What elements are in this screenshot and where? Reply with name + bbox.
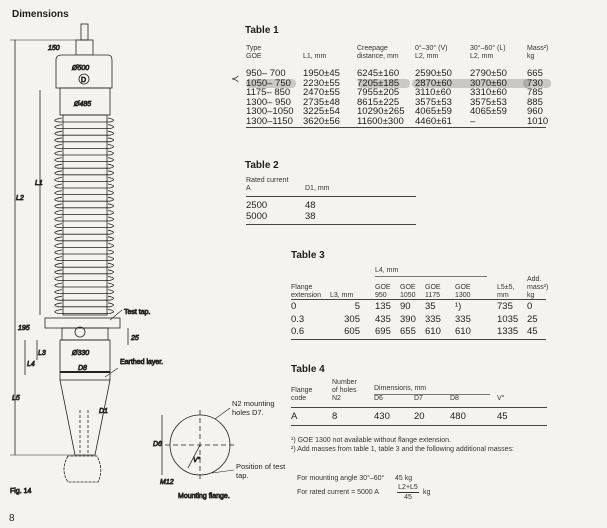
table1-title: Table 1 <box>245 25 279 36</box>
column-header: kg <box>527 292 535 299</box>
table-cell: 2590±50 <box>415 68 452 79</box>
table-cell: 3620±56 <box>303 116 340 127</box>
column-header: A <box>246 185 251 192</box>
column-header: Mass²) <box>527 45 549 52</box>
table-cell: 7955±205 <box>357 87 400 99</box>
dim-d6: D6 <box>153 441 162 448</box>
table-cell: 1175– 850 <box>246 87 291 99</box>
column-header: 1300 <box>455 292 471 299</box>
dim-195: 195 <box>18 325 30 332</box>
table-cell: 3575±53 <box>415 96 452 108</box>
column-header: Creepage <box>357 45 388 52</box>
column-header: Add. <box>527 276 542 283</box>
table-cell: 665 <box>527 68 543 79</box>
current-label: For rated current = 5000 A <box>297 489 379 496</box>
table-cell: 4460±61 <box>415 116 452 127</box>
table-cell: 0 <box>291 301 297 312</box>
table-cell: ¹) <box>455 301 462 312</box>
table-cell: 430 <box>374 411 390 422</box>
column-header: mass²) <box>527 284 549 291</box>
label-test-tap: Test tap. <box>124 309 151 316</box>
column-header: GOE <box>400 284 416 291</box>
column-header: distance, mm <box>357 53 399 60</box>
column-header: 1175 <box>425 292 441 299</box>
table-cell: 7205±185 <box>357 77 400 89</box>
column-header: Flange <box>291 387 313 394</box>
angle-value: 45 kg <box>395 475 413 482</box>
column-header: Rated current <box>246 177 289 184</box>
column-header: kg <box>527 53 535 60</box>
table-cell: 2470±55 <box>303 87 340 99</box>
table-cell: 1010 <box>527 116 549 127</box>
table-cell: 10290±265 <box>357 106 405 118</box>
table-cell: 735 <box>497 301 513 312</box>
table-cell: 2500 <box>246 200 268 211</box>
table-cell: 785 <box>527 87 543 99</box>
table-cell: 35 <box>425 301 436 312</box>
column-header: 1050 <box>400 292 416 299</box>
angle-label: For mounting angle 30°–60° <box>297 475 385 482</box>
table-cell: 3575±53 <box>470 96 507 108</box>
table-cell: 1050– 750 <box>246 77 291 89</box>
table-cell: 3110±60 <box>415 87 452 99</box>
table-cell: 90 <box>400 301 411 312</box>
table-cell: 48 <box>305 200 316 211</box>
dim-l3: L3 <box>38 350 46 357</box>
table-cell: 4065±59 <box>470 106 507 118</box>
table-cell: 45 <box>497 411 508 422</box>
table2-title: Table 2 <box>245 160 279 171</box>
dim-l1: L1 <box>35 180 43 187</box>
table-cell: 305 <box>344 313 360 325</box>
table3-group: L4, mm <box>375 267 399 274</box>
table-cell: 2735±48 <box>303 96 340 108</box>
table-cell: 11600±300 <box>357 116 404 127</box>
table-cell: 1035 <box>497 313 519 325</box>
table-cell: 5000 <box>246 210 268 222</box>
table-cell: 605 <box>344 326 360 337</box>
label-position-test-tap: Position of test tap. <box>236 462 286 480</box>
table-cell: 3310±60 <box>470 87 507 99</box>
table-cell: 0.6 <box>291 326 305 337</box>
table-cell: 2790±50 <box>470 68 507 79</box>
table-cell: 2230±55 <box>303 77 340 89</box>
label-n2-mounting-holes: N2 mounting holes D7. <box>232 399 275 417</box>
table-cell: 3070±60 <box>470 77 507 89</box>
footnote-2: ²) Add masses from table 1, table 3 and the following additional masses: <box>291 446 514 453</box>
column-header: L1, mm <box>303 53 327 60</box>
table4-group: Dimensions, mm <box>374 385 427 392</box>
margin-mark: ≺ <box>231 74 240 85</box>
table-cell: 1335 <box>497 326 519 337</box>
dim-d1: D1 <box>99 408 108 415</box>
column-header: GOE <box>375 284 391 291</box>
column-header: D8 <box>450 395 459 402</box>
table-cell: 4065±59 <box>415 106 452 118</box>
label-earthed: Earthed layer. <box>120 359 164 366</box>
table-cell: 38 <box>305 210 316 222</box>
column-header: GOE <box>246 53 262 60</box>
section-heading: Dimensions <box>12 9 69 20</box>
dim-d330: Ø330 <box>72 350 90 357</box>
dim-l4: L4 <box>27 361 35 368</box>
table-cell: A <box>291 411 298 422</box>
table-cell: 335 <box>425 313 441 325</box>
column-header: Flange <box>291 284 313 291</box>
dim-d485: Ø485 <box>74 101 92 108</box>
column-header: mm <box>497 292 509 299</box>
column-header: 30°–60° (L) <box>470 45 506 52</box>
figure-caption: Fig. 14 <box>10 488 32 495</box>
table-cell: 1300– 950 <box>246 96 291 108</box>
dim-l5: L5 <box>12 395 20 402</box>
dim-v: V° <box>193 457 201 464</box>
table-cell: 655 <box>400 326 416 337</box>
table-cell: 390 <box>400 313 416 325</box>
column-header: 950 <box>375 292 387 299</box>
column-header: code <box>291 395 307 402</box>
fraction-numerator: L2+L5 <box>398 484 418 491</box>
table-cell: 20 <box>414 411 425 422</box>
table4-title: Table 4 <box>291 364 325 375</box>
dim-l2: L2 <box>16 195 24 202</box>
table-cell: – <box>470 116 476 127</box>
column-header: L5±5, <box>497 284 515 291</box>
table-cell: 1300–1050 <box>246 106 294 118</box>
table-cell: 435 <box>375 313 391 325</box>
table-cell: 610 <box>455 326 471 337</box>
column-header: 0°–30° (V) <box>415 45 448 52</box>
table-cell: 0 <box>527 301 533 312</box>
table-cell: 1950±45 <box>303 68 340 79</box>
table-cell: 335 <box>455 313 471 325</box>
column-header: extension <box>291 292 321 299</box>
table-cell: 885 <box>527 96 543 108</box>
table-cell: 0.3 <box>291 313 305 325</box>
column-header: D1, mm <box>305 185 330 192</box>
column-header: V° <box>497 395 505 402</box>
table-cell: 730 <box>527 77 543 89</box>
dim-d500: Ø500 <box>72 65 90 72</box>
table3-title: Table 3 <box>291 250 325 261</box>
table-cell: 960 <box>527 106 543 118</box>
dim-25: 25 <box>131 335 139 342</box>
column-header: L2, mm <box>415 53 439 60</box>
table-cell: 950– 700 <box>246 68 286 79</box>
table-cell: 610 <box>425 326 441 337</box>
column-header: L3, mm <box>330 292 354 299</box>
column-header: D7 <box>414 395 423 402</box>
column-header: GOE <box>455 284 471 291</box>
table-cell: 1300–1150 <box>246 116 293 127</box>
table-cell: 8615±225 <box>357 96 400 108</box>
column-header: D6 <box>374 395 383 402</box>
dim-150: 150 <box>48 45 60 52</box>
table-cell: 6245±160 <box>357 68 400 79</box>
table-cell: 45 <box>527 326 538 337</box>
column-header: Type <box>246 45 262 52</box>
table-cell: 695 <box>375 326 391 337</box>
table-cell: 8 <box>332 411 338 422</box>
dim-d8: D8 <box>78 365 87 372</box>
column-header: of holes <box>332 387 357 394</box>
unit: kg <box>423 489 431 496</box>
column-header: N2 <box>332 395 341 402</box>
table-cell: 135 <box>375 301 391 312</box>
table-cell: 5 <box>354 301 360 312</box>
page-number: 8 <box>9 513 15 524</box>
table-cell: 2870±60 <box>415 77 452 89</box>
label-mounting: Mounting flange. <box>178 493 230 500</box>
table-cell: 3225±54 <box>303 106 340 118</box>
fraction-denominator: 45 <box>404 494 412 501</box>
table-cell: 25 <box>527 313 538 325</box>
column-header: L2, mm <box>470 53 494 60</box>
dim-m12: M12 <box>160 479 174 486</box>
column-header: GOE <box>425 284 441 291</box>
footnote-1: ¹) GOE 1300 not available without flange extension. <box>291 437 451 444</box>
table-cell: 480 <box>450 411 466 422</box>
mark-d: D <box>81 77 87 84</box>
column-header: Number <box>332 379 357 386</box>
